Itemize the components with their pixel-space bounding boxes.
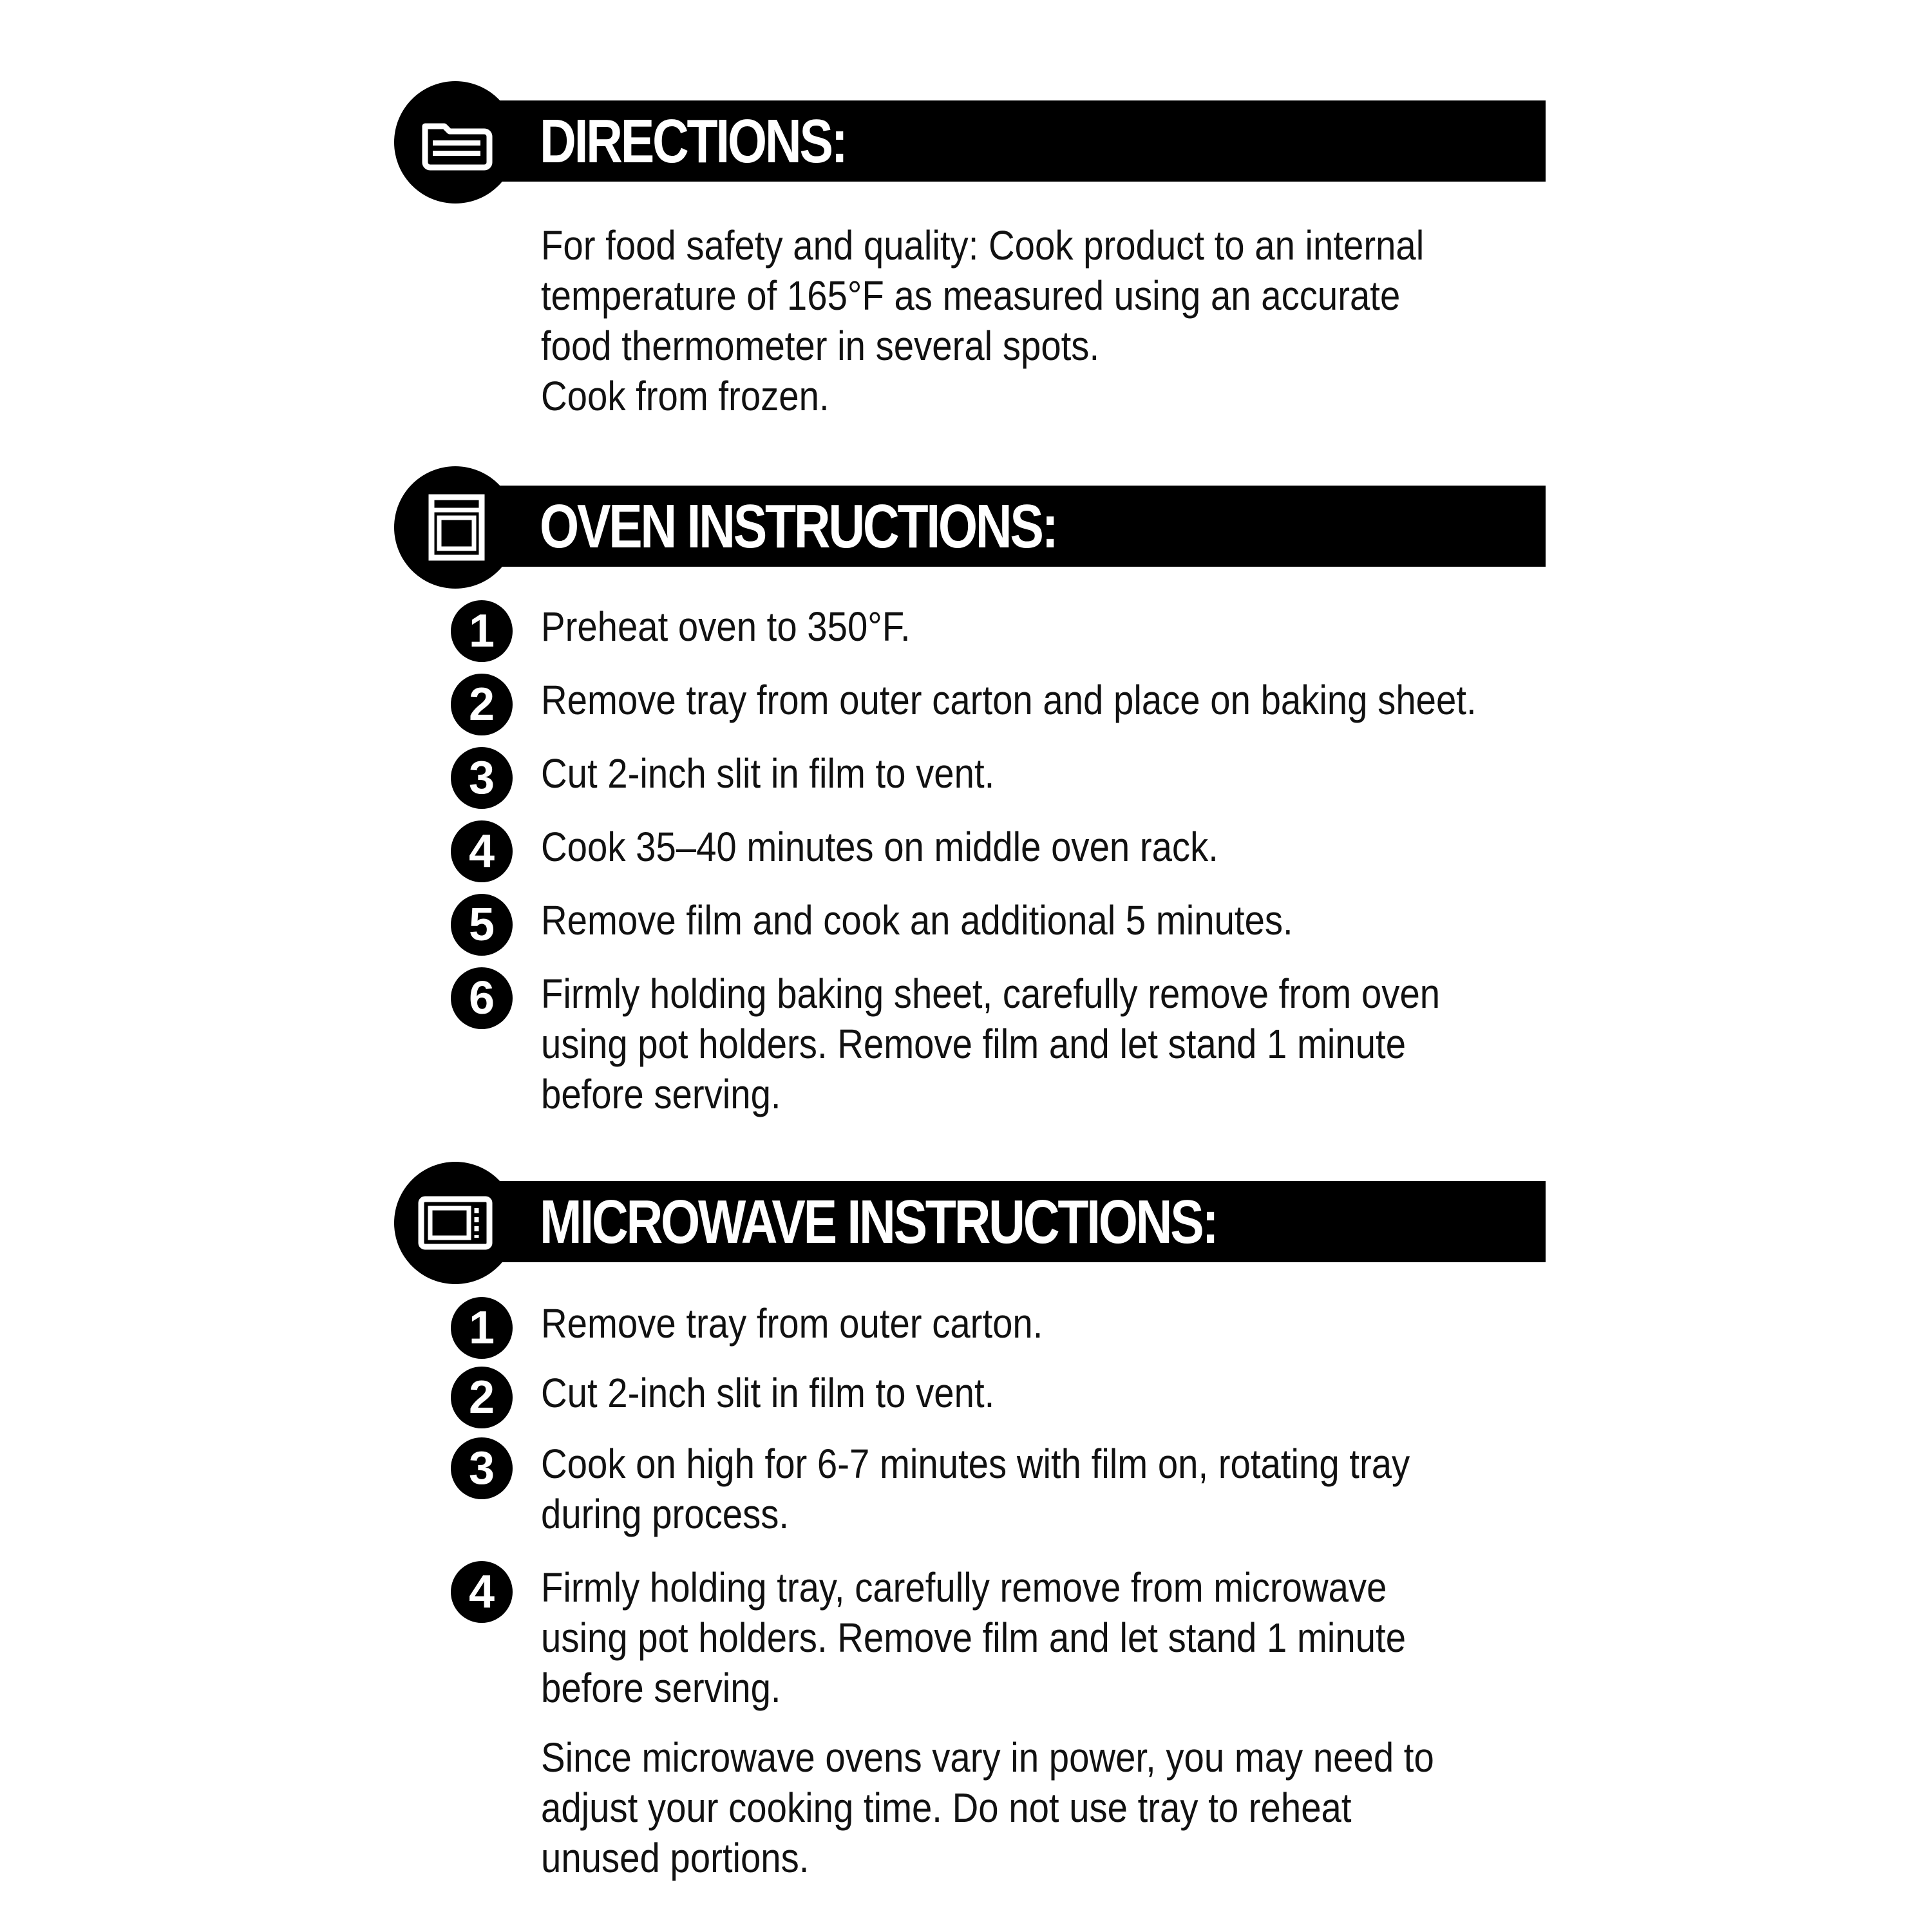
note-line: adjust your cooking time. Do not use tray to reheat: [541, 1785, 1352, 1831]
step-text: [541, 969, 1440, 1119]
header-icon-badge: [394, 1162, 516, 1284]
step-line: Cook on high for 6-7 minutes with film on, rotating tray: [541, 1441, 1410, 1487]
oven-header: [394, 466, 1546, 589]
directions-line: temperature of 165°F as measured using an accurate: [541, 272, 1401, 319]
step-line: Remove film and cook an additional 5 minutes.: [541, 897, 1293, 943]
step-number-badge: 5: [451, 894, 513, 956]
step-number-badge: 2: [451, 1367, 513, 1428]
header-icon-badge: [394, 466, 516, 589]
microwave-header: [394, 1162, 1546, 1284]
microwave-icon: [412, 1180, 498, 1266]
step-line: Firmly holding baking sheet, carefully remove from oven: [541, 971, 1441, 1017]
directions-header: [394, 81, 1546, 204]
header-icon-badge: [394, 81, 516, 204]
microwave-title: MICROWAVE INSTRUCTIONS:: [540, 1188, 1217, 1256]
step-number-badge: 6: [451, 967, 513, 1029]
directions-line: food thermometer in several spots.: [541, 323, 1100, 369]
step-number-badge: 1: [451, 600, 513, 662]
note-line: Since microwave ovens vary in power, you may need to: [541, 1734, 1434, 1781]
note-line: unused portions.: [541, 1835, 810, 1881]
directions-title: DIRECTIONS:: [540, 107, 846, 176]
step-line: before serving.: [541, 1665, 781, 1711]
step-line: Cut 2-inch slit in film to vent.: [541, 750, 995, 797]
directions-line: Cook from frozen.: [541, 373, 829, 419]
step-text: [541, 675, 1477, 725]
step-text: [541, 748, 994, 799]
step-text: [541, 895, 1293, 945]
step-line: using pot holders. Remove film and let stand 1 minute: [541, 1021, 1406, 1067]
step-line: Preheat oven to 350°F.: [541, 603, 911, 650]
step-number-badge: 3: [451, 1437, 513, 1499]
step-line: Remove tray from outer carton and place on baking sheet.: [541, 677, 1477, 723]
step-line: Firmly holding tray, carefully remove from microwave: [541, 1564, 1387, 1611]
step-line: using pot holders. Remove film and let stand 1 minute: [541, 1615, 1406, 1661]
oven-icon: [412, 484, 498, 571]
tray-icon: [412, 99, 498, 185]
oven-title: OVEN INSTRUCTIONS:: [540, 492, 1057, 561]
step-line: Cook 35–40 minutes on middle oven rack.: [541, 824, 1218, 870]
step-line: during process.: [541, 1491, 790, 1537]
step-text: [541, 601, 911, 652]
step-line: Remove tray from outer carton.: [541, 1300, 1043, 1347]
step-line: before serving.: [541, 1071, 781, 1117]
microwave-note: [541, 1732, 1527, 1883]
directions-text: [541, 220, 1527, 421]
directions-line: For food safety and quality: Cook product to an internal: [541, 222, 1425, 269]
step-line: Cut 2-inch slit in film to vent.: [541, 1370, 995, 1416]
step-text: [541, 1562, 1406, 1713]
step-text: [541, 1439, 1410, 1539]
step-number-badge: 2: [451, 674, 513, 735]
step-number-badge: 4: [451, 1561, 513, 1623]
step-number-badge: 4: [451, 820, 513, 882]
step-text: [541, 1368, 994, 1418]
step-text: [541, 1298, 1043, 1349]
step-number-badge: 1: [451, 1297, 513, 1359]
step-number-badge: 3: [451, 747, 513, 809]
step-text: [541, 822, 1218, 872]
